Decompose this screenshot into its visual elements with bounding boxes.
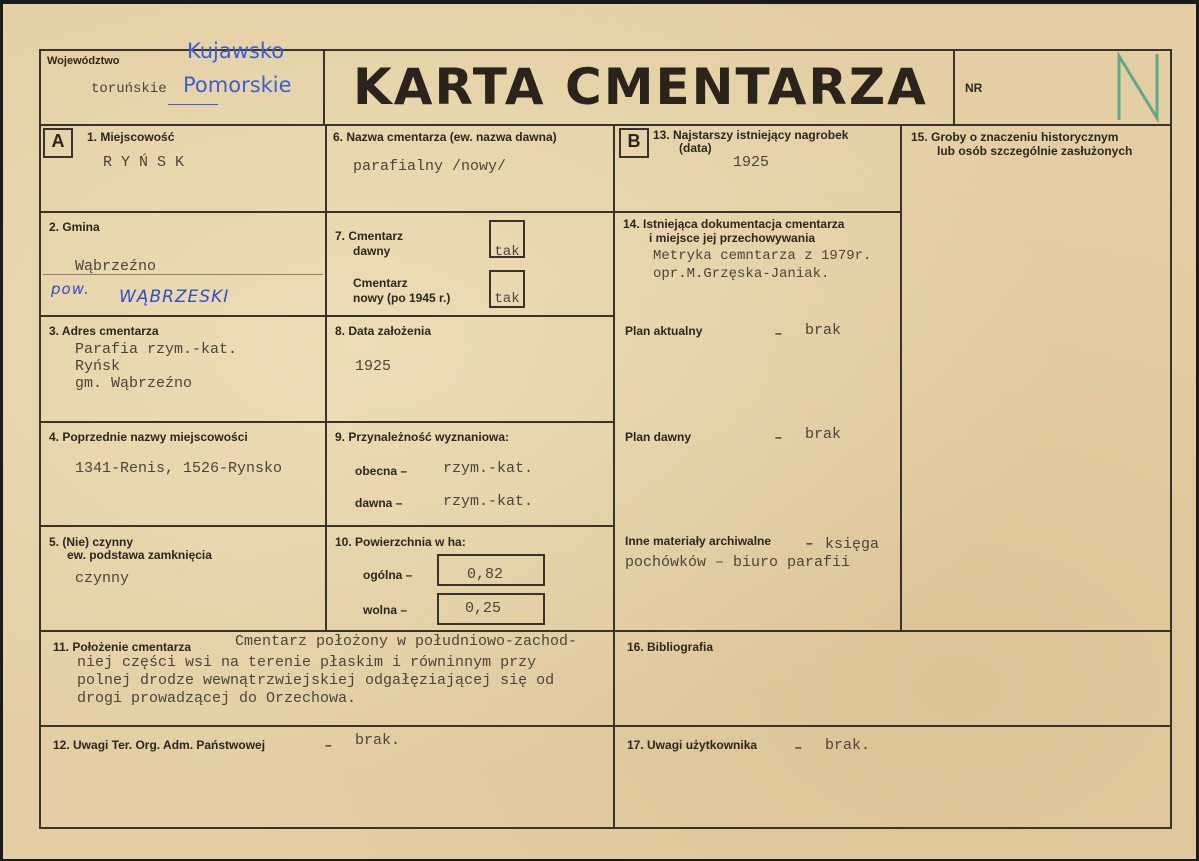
stamp-line-1: Kujawsko — [187, 39, 285, 63]
field-11-line-2: niej części wsi na terenie płaskim i równinnym przy — [77, 654, 537, 671]
row-line-6 — [39, 725, 1172, 727]
row-line-1 — [39, 211, 615, 213]
field-10-free-box — [437, 593, 545, 625]
col-sep-a — [325, 126, 327, 632]
frame-right — [1170, 49, 1172, 829]
field-11-line-3: polnej drodze wewnątrzwiejskiej odgałęziającej się od — [77, 672, 555, 689]
field-12-dash: – — [325, 738, 332, 752]
field-1-label: 1. Miejscowość — [87, 130, 175, 144]
header-sep-2 — [953, 49, 955, 126]
field-7-box-dawny: tak — [489, 220, 525, 258]
stamp-line-2: Pomorskie — [183, 73, 292, 97]
field-7-label-3: Cmentarz — [353, 276, 408, 290]
field-11-line-4: drogi prowadzącej do Orzechowa. — [77, 690, 357, 707]
field-13-value: 1925 — [733, 154, 770, 171]
field-3-label: 3. Adres cmentarza — [49, 324, 159, 338]
field-3-line-1: Parafia rzym.-kat. — [75, 341, 238, 358]
field-5-value: czynny — [75, 570, 130, 587]
field-3-line-3: gm. Wąbrzeźno — [75, 375, 193, 392]
field-14-label-1: 14. Istniejąca dokumentacja cmentarza — [623, 217, 845, 231]
field-13-label-1: 13. Najstarszy istniejący nagrobek — [653, 128, 849, 142]
field-9-label: 9. Przynależność wyznaniowa: — [335, 430, 510, 444]
plan-current-label: Plan aktualny — [625, 324, 703, 338]
header-bottom-line — [39, 124, 1172, 126]
field-1-value: R Y Ń S K — [103, 154, 185, 171]
field-5-label-2: ew. podstawa zamknięcia — [67, 548, 212, 562]
row-line-5 — [39, 630, 1172, 632]
col-sep-c — [900, 126, 902, 632]
field-17-dash: – — [795, 740, 802, 754]
field-10-free-value: 0,25 — [465, 600, 502, 617]
field-9-current-value: rzym.-kat. — [443, 460, 534, 477]
other-materials-line-1: księga — [825, 536, 880, 553]
field-5-label-1: 5. (Nie) czynny — [49, 535, 134, 549]
row-line-b1 — [615, 211, 902, 213]
field-10-free-label: wolna – — [363, 603, 408, 617]
field-9-former-value: rzym.-kat. — [443, 493, 534, 510]
field-17-label: 17. Uwagi użytkownika — [627, 738, 758, 752]
field-6-label: 6. Nazwa cmentarza (ew. nazwa dawna) — [333, 130, 557, 144]
plan-current-dash: – — [775, 326, 782, 340]
field-9-former-label: dawna – — [355, 496, 403, 510]
field-2-hand-value: WĄBRZESKI — [119, 287, 230, 307]
field-9-current-label: obecna – — [355, 464, 408, 478]
field-2-value: Wąbrzeźno — [75, 258, 157, 275]
frame-bottom — [39, 827, 1172, 829]
voivodeship-printed: toruńskie — [91, 81, 167, 97]
field-11-line-1: Cmentarz położony w południowo-zachod- — [235, 633, 578, 650]
field-7-box-nowy: tak — [489, 270, 525, 308]
stamp-underline — [168, 104, 218, 105]
header-sep-1 — [323, 49, 325, 126]
field-10-label: 10. Powierzchnia w ha: — [335, 535, 466, 549]
field-8-label: 8. Data założenia — [335, 324, 432, 338]
field-17-value: brak. — [825, 737, 871, 754]
field-3-line-2: Ryńsk — [75, 358, 121, 375]
field-15-label-2: lub osób szczególnie zasłużonych — [937, 144, 1133, 158]
field-4-label: 4. Poprzednie nazwy miejscowości — [49, 430, 248, 444]
plan-former-value: brak — [805, 426, 842, 443]
field-10-total-box — [437, 554, 545, 586]
field-12-value: brak. — [355, 732, 401, 749]
row-line-4 — [39, 525, 615, 527]
field-16-label: 16. Bibliografia — [627, 640, 714, 654]
col-sep-b — [613, 126, 615, 829]
page-title: KARTA CMENTARZA — [353, 58, 928, 116]
field-13-label-2: (data) — [679, 141, 712, 155]
nr-label: NR — [965, 81, 983, 95]
other-materials-line-2: pochówków – biuro parafii — [625, 554, 851, 571]
field-10-total-label: ogólna – — [363, 568, 413, 582]
voivodeship-label: Województwo — [47, 55, 120, 67]
field-7-label-4: nowy (po 1945 r.) — [353, 291, 451, 305]
field-2-hand-prefix: pow. — [51, 280, 90, 298]
section-a-marker: A — [43, 128, 73, 158]
field-2-label: 2. Gmina — [49, 220, 100, 234]
field-14-line-2: opr.M.Grzęska-Janiak. — [653, 266, 830, 282]
field-11-label: 11. Położenie cmentarza — [53, 640, 192, 654]
field-14-line-1: Metryka cemntarza z 1979r. — [653, 248, 872, 264]
field-7-label-1: 7. Cmentarz — [335, 229, 404, 243]
frame-left — [39, 49, 41, 829]
field-15-label-1: 15. Groby o znaczeniu historycznym — [911, 130, 1119, 144]
other-materials-label: Inne materiały archiwalne — [625, 534, 772, 548]
plan-current-value: brak — [805, 322, 842, 339]
field-8-value: 1925 — [355, 358, 392, 375]
plan-former-dash: – — [775, 430, 782, 444]
field-12-label: 12. Uwagi Ter. Org. Adm. Państwowej — [53, 738, 266, 752]
field-10-total-value: 0,82 — [467, 566, 504, 583]
handwritten-n-mark — [1113, 52, 1163, 124]
field-4-value: 1341-Renis, 1526-Rynsko — [75, 460, 283, 477]
field-14-label-2: i miejsce jej przechowywania — [649, 231, 816, 245]
field-7-label-2: dawny — [353, 244, 391, 258]
other-materials-dash: – — [806, 536, 813, 550]
row-line-2 — [39, 315, 615, 317]
section-b-marker: B — [619, 128, 649, 158]
cemetery-card — [3, 4, 1196, 859]
plan-former-label: Plan dawny — [625, 430, 692, 444]
field-6-value: parafialny /nowy/ — [353, 158, 507, 175]
row-line-3 — [39, 421, 615, 423]
